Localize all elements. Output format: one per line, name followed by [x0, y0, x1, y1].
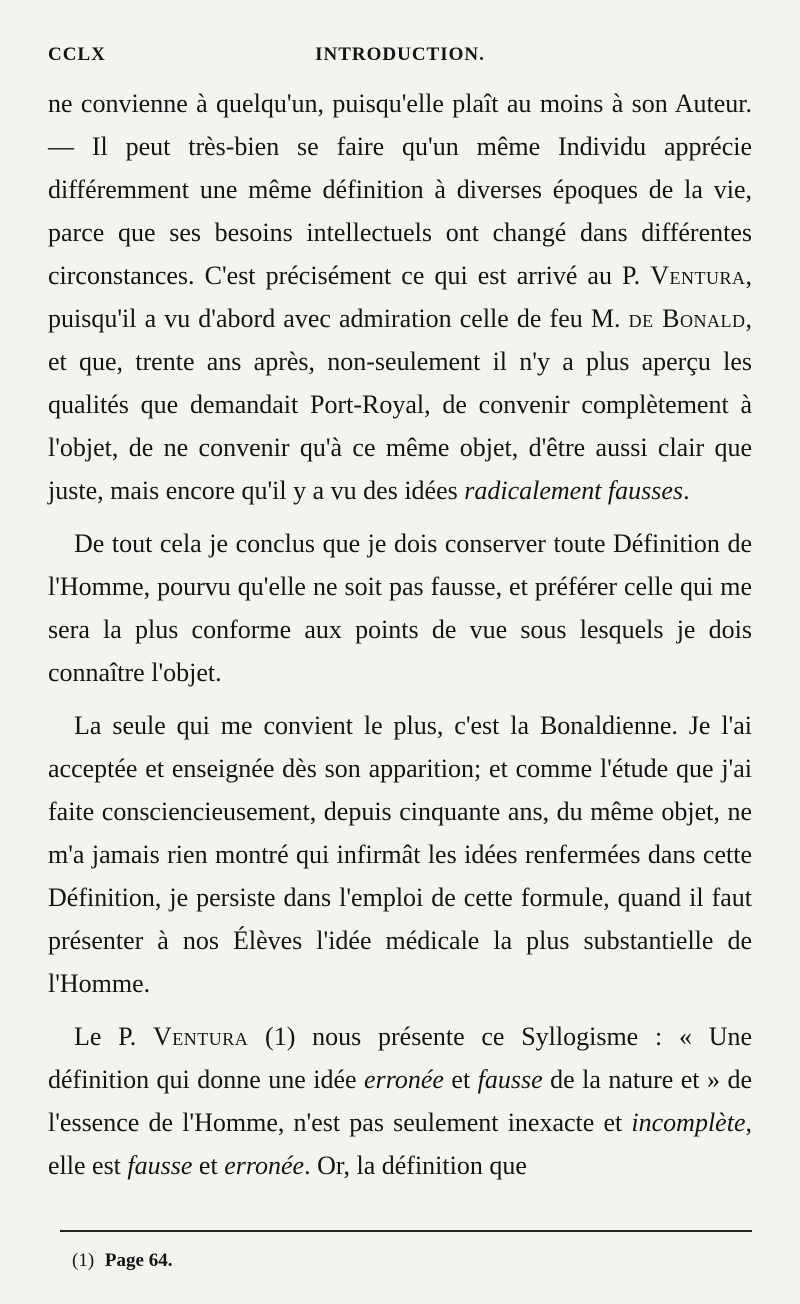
text-run: , elle est: [48, 1108, 752, 1180]
text-run: et: [443, 1065, 478, 1094]
italic-text: fausse: [477, 1065, 543, 1094]
text-run: (1) nous présente ce Syllogisme : « Une définition qui donne une idée: [48, 1022, 753, 1094]
text-run: et: [192, 1151, 225, 1180]
running-head: [48, 38, 752, 68]
text-run: De tout cela je conclus que je dois conserver toute Définition de l'Homme, pourvu qu'elle ne soit pas fausse, et préférer celle qui me sera la plus conforme aux points de vue sous lesquels je dois connaître l'objet.: [48, 529, 752, 687]
italic-text: erronée: [364, 1065, 444, 1094]
text-run: de la nature et » de l'essence de l'Homme, n'est pas seulement inexacte et: [48, 1065, 753, 1137]
text-run: Le P.: [74, 1022, 154, 1051]
page-number: CCLX: [48, 44, 106, 65]
paragraph-4: [48, 1015, 752, 1187]
footnote-divider: [60, 1230, 752, 1232]
footnote: [72, 1250, 172, 1272]
italic-text: incomplète: [631, 1108, 746, 1137]
text-run: .: [683, 476, 690, 505]
small-caps-name: Ventura: [153, 1022, 249, 1051]
paragraph-2: [48, 522, 752, 694]
text-run: . Or, la définition que: [304, 1151, 527, 1180]
italic-text: radicalement fausses: [464, 476, 684, 505]
text-run: La seule qui me convient le plus, c'est la Bonaldienne. Je l'ai acceptée et enseignée dès son apparition; et comme l'étude que j'ai faite consciencieusement, depuis cinquante ans, du même objet, ne m'a jamais rien montré qui infirmât les idées renfermées dans cette Définition, je persiste dans l'emploi de cette formule, quand il faut présenter à nos Élèves l'idée médicale la plus substantielle de l'Homme.: [48, 711, 752, 998]
footnote-text: Page 64.: [104, 1250, 173, 1271]
italic-text: erronée: [224, 1151, 305, 1180]
body-text: [48, 82, 752, 1187]
footnote-marker: (1): [72, 1250, 95, 1271]
paragraph-3: [48, 704, 752, 1005]
small-caps-name: Ventura: [650, 261, 746, 290]
paragraph-1: [48, 82, 752, 512]
small-caps-name: de Bonald: [628, 304, 746, 333]
text-run: ne convienne à quelqu'un, puisqu'elle plaît au moins à son Auteur. — Il peut très-bien se faire qu'un même Individu apprécie différemment une même définition à diverses époques de la vie, parce que ses besoins intellectuels ont changé dans différentes circonstances. C'est précisément ce qui est arrivé au P.: [48, 89, 752, 290]
text-run: , et que, trente ans après, non-seulement il n'y a plus aperçu les qualités que demandait Port-Royal, de convenir complètement à l'objet, de ne convenir qu'à ce même objet, d'être aussi clair que juste, mais encore qu'il y a vu des idées: [48, 304, 753, 505]
running-title: INTRODUCTION.: [315, 44, 485, 65]
text-run: , puisqu'il a vu d'abord avec admiration celle de feu M.: [48, 261, 752, 333]
italic-text: fausse: [127, 1151, 193, 1180]
